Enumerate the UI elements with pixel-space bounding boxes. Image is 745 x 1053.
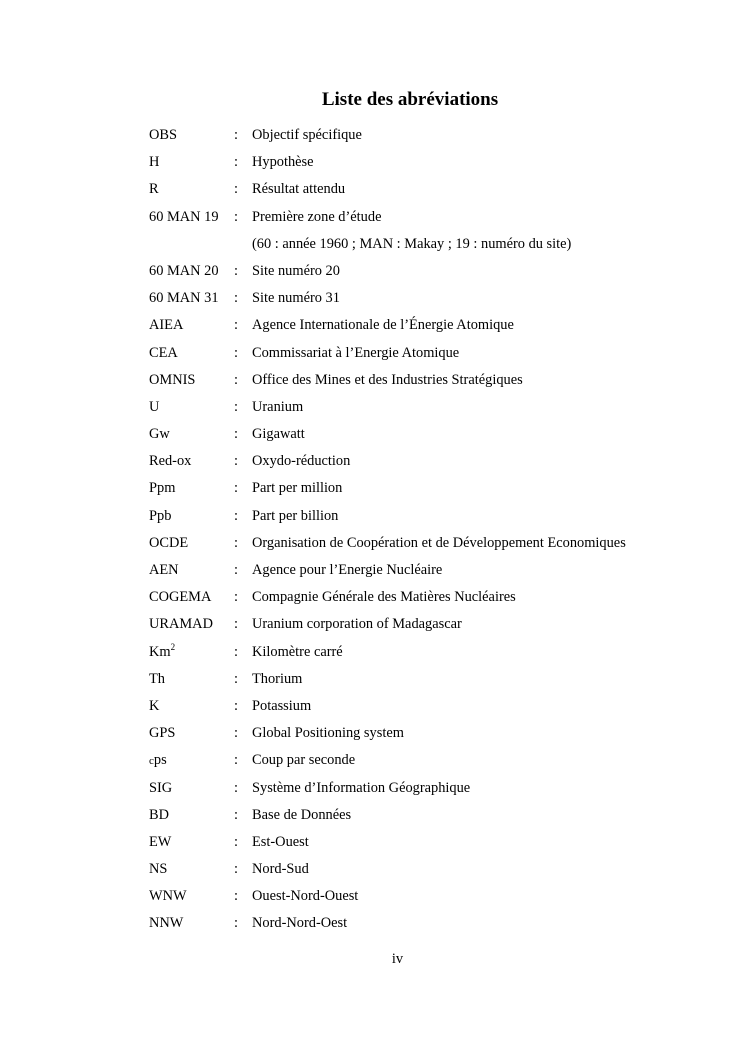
abbreviation-row [149,558,709,585]
abbreviation-list [149,123,709,939]
abbreviation-row [149,150,709,177]
abbreviation-definition: Objectif spécifique [252,127,362,143]
abbreviation-row [149,368,709,395]
abbreviation-row [149,721,709,748]
abbreviation-row [149,694,709,721]
abbreviation-term: OMNIS [149,371,196,388]
abbreviation-definition: Gigawatt [252,426,305,443]
abbreviation-definition: Ouest-Nord-Ouest [252,888,359,905]
separator-colon: : [234,154,238,171]
separator-colon: : [234,562,238,578]
abbreviation-definition: Uranium corporation of Madagascar [252,616,462,633]
abbreviation-row [149,395,709,422]
abbreviation-definition: Nord-Sud [252,861,309,878]
abbreviation-definition: Base de Données [252,806,352,823]
abbreviation-term: OCDE [149,534,189,551]
abbreviation-term: WNW [149,888,187,905]
abbreviation-row [149,640,709,667]
abbreviation-term: Gw [149,426,170,443]
abbreviation-row [149,857,709,884]
abbreviation-term: Ppm [149,480,176,497]
separator-colon: : [234,453,238,470]
separator-colon: : [234,589,238,606]
abbreviation-definition: Office des Mines et des Industries Stratégiques [252,371,523,388]
separator-colon: : [234,290,238,307]
separator-colon: : [234,317,238,334]
separator-colon: : [234,398,238,415]
page-number: iv [391,951,404,967]
separator-colon: : [234,752,238,769]
abbreviation-definition: Part per billion [252,507,339,524]
abbreviation-definition: Commissariat à l’Energie Atomique [252,344,460,361]
abbreviation-definition: Site numéro 31 [252,290,340,307]
abbreviation-term: AEN [149,562,179,578]
abbreviation-definition: Compagnie Générale des Matières Nucléaires [252,589,516,606]
abbreviation-row [149,612,709,639]
abbreviation-definition: Global Positioning system [252,725,404,742]
abbreviation-definition: Part per million [252,480,343,497]
abbreviation-term: URAMAD [149,616,213,633]
page-title: Liste des abréviations [321,89,499,110]
abbreviation-row [149,422,709,449]
abbreviation-term: NNW [149,915,184,932]
abbreviation-definition: Agence Internationale de l’Énergie Atomique [252,317,514,334]
abbreviation-term: OBS [149,127,177,143]
abbreviation-term: 60 MAN 31 [149,290,219,307]
abbreviation-row [149,884,709,911]
separator-colon: : [234,725,238,742]
abbreviation-row [149,205,709,232]
abbreviation-row [149,232,709,259]
abbreviation-row [149,286,709,313]
abbreviation-definition: Oxydo-réduction [252,453,351,470]
abbreviation-row [149,476,709,503]
abbreviation-definition: Résultat attendu [252,181,346,198]
abbreviation-term: EW [149,833,172,850]
abbreviation-term: AIEA [149,317,184,334]
abbreviation-term: U [149,398,160,415]
separator-colon: : [234,806,238,823]
separator-colon: : [234,779,238,796]
separator-colon: : [234,262,238,279]
abbreviation-row [149,667,709,694]
separator-colon: : [234,480,238,497]
abbreviation-term: SIG [149,779,173,796]
abbreviation-row [149,748,709,775]
abbreviation-term: Km$^2$ [149,641,176,660]
abbreviation-term: Red-ox [149,453,192,470]
separator-colon: : [234,670,238,687]
abbreviation-term: CEA [149,344,178,361]
abbreviation-row [149,177,709,204]
separator-colon: : [234,181,238,198]
separator-colon: : [234,643,238,660]
abbreviation-definition: Kilomètre carré [252,643,343,660]
separator-colon: : [234,616,238,633]
abbreviation-term: 60 MAN 20 [149,262,219,279]
abbreviation-row [149,585,709,612]
abbreviation-definition: (60 : année 1960 ; MAN : Makay ; 19 : numéro du site) [252,235,572,252]
separator-colon: : [234,888,238,905]
separator-colon: : [234,208,238,225]
abbreviation-definition: Système d’Information Géographique [252,779,471,796]
abbreviation-term: COGEMA [149,589,212,606]
separator-colon: : [234,534,238,551]
abbreviation-term: 60 MAN 19 [149,208,219,225]
abbreviation-row [149,830,709,857]
abbreviation-definition: Site numéro 20 [252,262,340,279]
abbreviation-row [149,449,709,476]
abbreviation-definition: Est-Ouest [252,833,309,850]
abbreviation-row [149,504,709,531]
abbreviation-row [149,313,709,340]
abbreviation-definition: Organisation de Coopération et de Développement Economiques [252,534,626,551]
abbreviation-term: GPS [149,725,176,742]
abbreviation-row [149,123,709,150]
separator-colon: : [234,127,238,143]
abbreviation-term: BD [149,806,169,823]
abbreviation-definition: Potassium [252,697,312,714]
abbreviation-row [149,531,709,558]
separator-colon: : [234,426,238,443]
abbreviation-term: K [149,697,160,714]
abbreviation-definition: Coup par seconde [252,752,356,769]
abbreviation-term: NS [149,861,168,878]
abbreviation-row [149,803,709,830]
abbreviation-row [149,911,709,938]
separator-colon: : [234,833,238,850]
abbreviation-row [149,776,709,803]
abbreviation-term: Ppb [149,507,172,524]
abbreviation-definition: Thorium [252,670,303,687]
abbreviation-row [149,259,709,286]
separator-colon: : [234,915,238,932]
abbreviation-term: Th [149,670,165,687]
abbreviation-term: R [149,181,159,198]
abbreviation-definition: Agence pour l’Energie Nucléaire [252,562,443,578]
abbreviation-definition: Nord-Nord-Oest [252,915,348,932]
abbreviation-definition: Première zone d’étude [252,208,382,225]
abbreviation-row [149,341,709,368]
separator-colon: : [234,697,238,714]
separator-colon: : [234,507,238,524]
separator-colon: : [234,344,238,361]
abbreviation-definition: Hypothèse [252,154,314,171]
abbreviation-definition: Uranium [252,398,304,415]
abbreviation-term: cps [149,752,167,769]
abbreviation-term: H [149,154,160,171]
separator-colon: : [234,861,238,878]
separator-colon: : [234,371,238,388]
